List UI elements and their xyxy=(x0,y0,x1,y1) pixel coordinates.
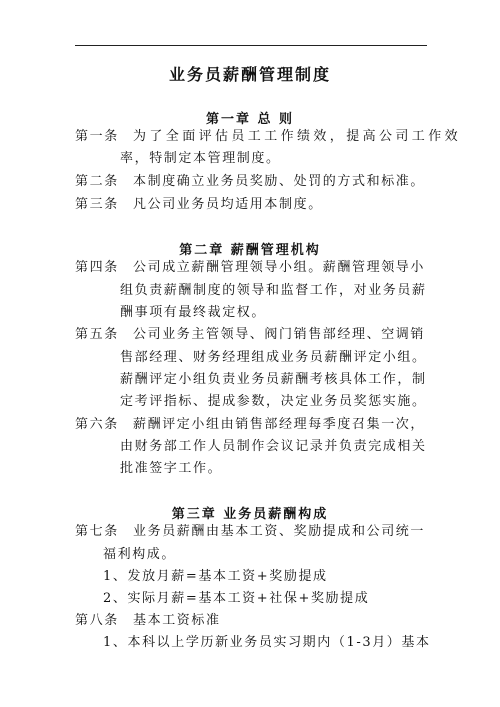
chapter-2-heading: 第二章 薪酬管理机构 xyxy=(179,243,321,258)
chapter-3-heading: 第三章 业务员薪酬构成 xyxy=(171,507,329,522)
item-base-salary-1: 1、本科以上学历新业务员实习期内（1-3月）基本 xyxy=(103,635,431,650)
article-6-line-3: 批准签字工作。 xyxy=(120,461,223,476)
article-4-line-1 xyxy=(75,260,425,276)
article-7-line-2: 福利构成。 xyxy=(103,547,177,562)
article-7-line-1 xyxy=(75,524,425,540)
article-5-line-3: 薪酬评定小组负责业务员薪酬考核具体工作，制 xyxy=(120,372,427,387)
article-2-text: 本制度确立业务员奖励、处罚的方式和标准。 xyxy=(133,174,426,189)
article-5-line-4: 定考评指标、提成参数，决定业务员奖惩实施。 xyxy=(120,394,427,409)
article-6-label: 第六条 xyxy=(75,417,119,432)
article-5-label: 第五条 xyxy=(75,327,119,342)
article-7-label: 第七条 xyxy=(75,524,119,539)
article-8-line-1 xyxy=(75,613,221,629)
article-8-text: 基本工资标准 xyxy=(133,613,221,628)
article-8-label: 第八条 xyxy=(75,613,119,628)
article-5-line-1 xyxy=(75,327,425,343)
article-6-line-2: 由财务部工作人员制作会议记录并负责完成相关 xyxy=(120,439,427,454)
article-1-label: 第一条 xyxy=(75,129,119,144)
article-3-text: 凡公司业务员均适用本制度。 xyxy=(133,197,323,212)
article-2-line-1 xyxy=(75,174,425,190)
article-2-label: 第二条 xyxy=(75,174,119,189)
chapter-1-heading: 第一章 总 则 xyxy=(205,112,295,127)
article-3-label: 第三条 xyxy=(75,197,119,212)
article-4-line-3: 酬事项有最终裁定权。 xyxy=(120,305,267,320)
article-1-text: 为了全面评估员工工作绩效，提高公司工作效 xyxy=(133,129,462,144)
article-5-line-2: 售部经理、财务经理组成业务员薪酬评定小组。 xyxy=(120,350,427,365)
article-6-text: 薪酬评定小组由销售部经理每季度召集一次， xyxy=(133,417,426,432)
article-7-text: 业务员薪酬由基本工资、奖励提成和公司统一 xyxy=(133,524,426,539)
article-3-line-1 xyxy=(75,197,323,213)
article-4-line-2: 组负责薪酬制度的领导和监督工作，对业务员薪 xyxy=(120,283,427,298)
article-1-line-2: 率，特制定本管理制度。 xyxy=(120,151,281,166)
document-title: 业务员薪酬管理制度 xyxy=(168,65,331,84)
article-4-label: 第四条 xyxy=(75,260,119,275)
item-pay-formula-1: 1、发放月薪=基本工资+奖励提成 xyxy=(103,569,328,584)
header-rule xyxy=(75,45,427,46)
article-4-text: 公司成立薪酬管理领导小组。薪酬管理领导小 xyxy=(133,260,426,275)
article-1-line-1 xyxy=(75,129,461,145)
article-5-text: 公司业务主管领导、阀门销售部经理、空调销 xyxy=(133,327,426,342)
article-6-line-1 xyxy=(75,417,425,433)
item-pay-formula-2: 2、实际月薪=基本工资+社保+奖励提成 xyxy=(103,591,370,606)
